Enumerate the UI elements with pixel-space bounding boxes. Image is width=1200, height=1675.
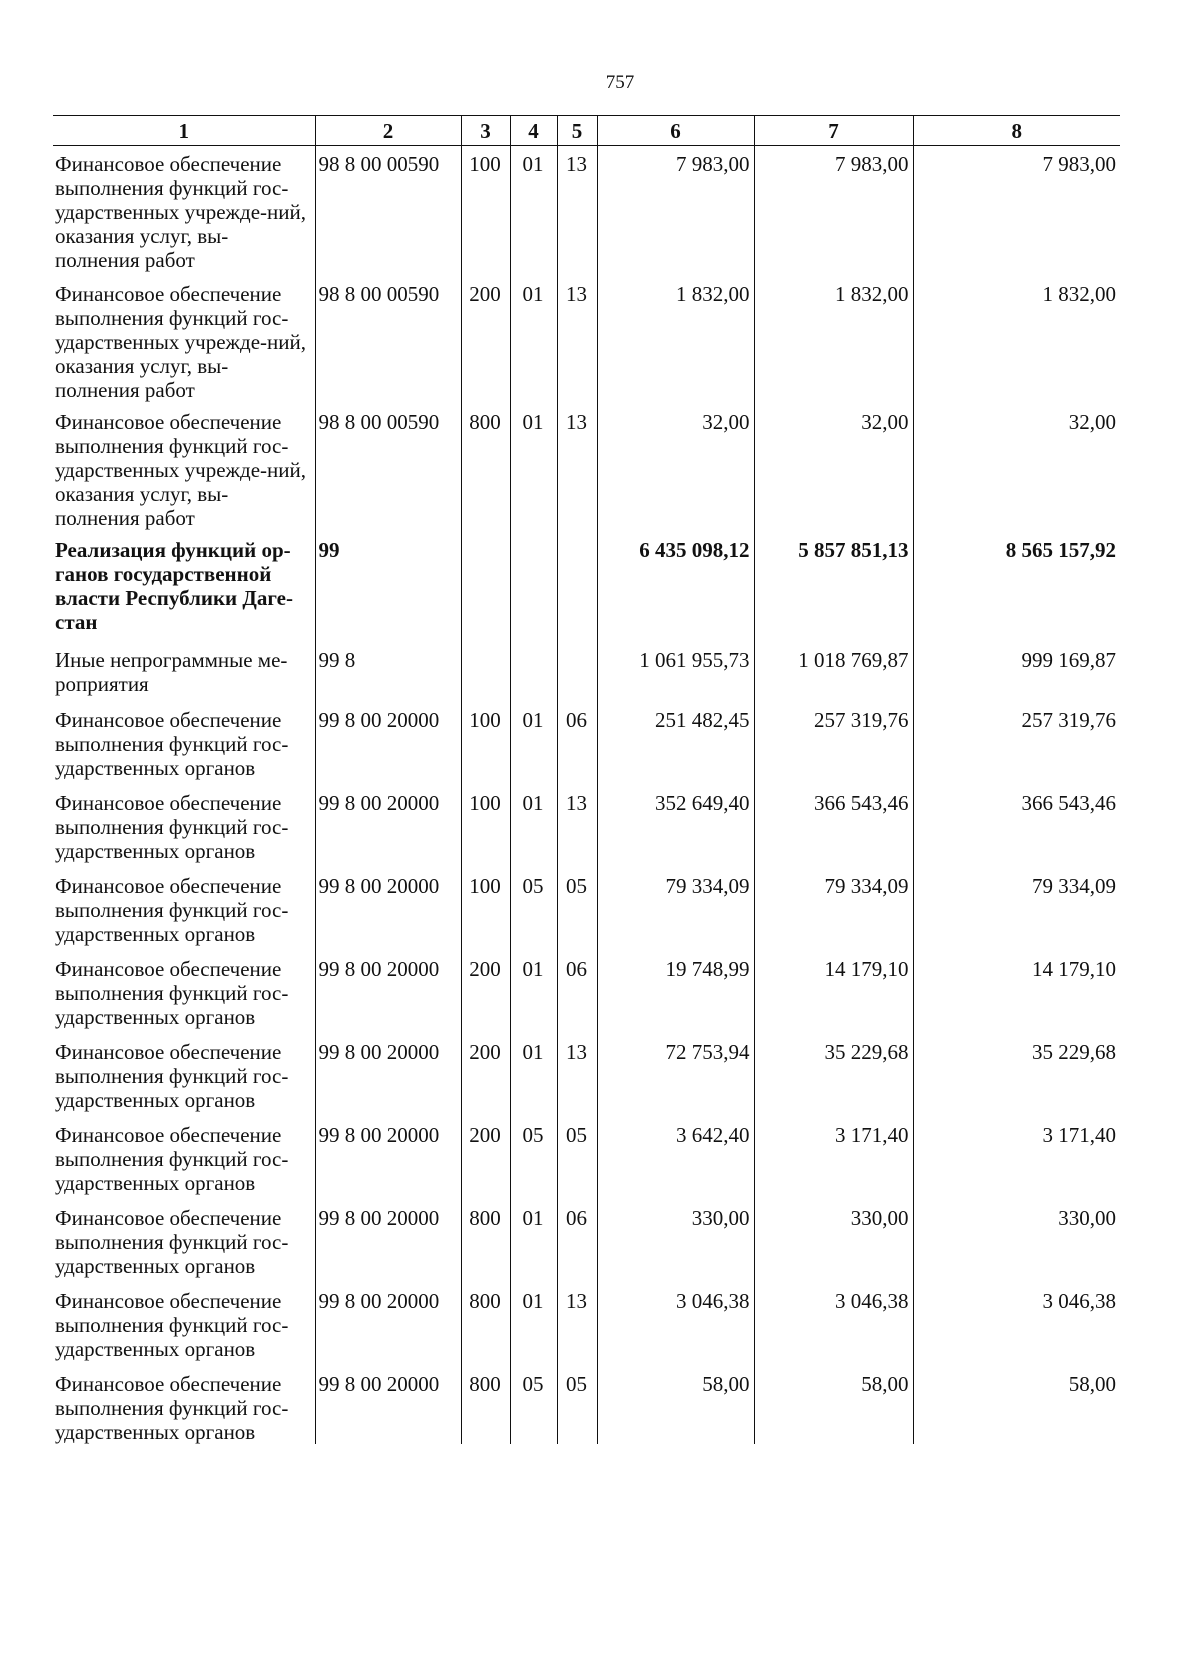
row-code: 98 8 00 00590 [315,146,461,276]
row-col-3: 100 [461,702,510,785]
table-row [53,1200,1120,1283]
row-name: Финансовое обеспечение выполнения функций гос-ударственных учрежде-ний, оказания услуг, вы-полнения работ [55,409,306,530]
row-col-6: 19 748,99 [597,951,754,1034]
row-col-4: 01 [510,146,557,276]
row-col-3 [461,532,510,642]
row-col-8: 330,00 [913,1200,1120,1283]
row-col-8: 58,00 [913,1366,1120,1444]
row-col-6: 58,00 [597,1366,754,1444]
table-row [53,702,1120,785]
row-col-3: 100 [461,868,510,951]
row-col-8: 79 334,09 [913,868,1120,951]
table-row [53,276,1120,404]
row-code: 99 8 00 20000 [315,1283,461,1366]
row-col-8: 32,00 [913,404,1120,532]
row-col-6: 251 482,45 [597,702,754,785]
row-col-6: 1 832,00 [597,276,754,404]
row-code: 99 8 00 20000 [315,1034,461,1117]
row-col-7: 7 983,00 [754,146,913,276]
row-col-3: 100 [461,785,510,868]
row-col-8: 8 565 157,92 [913,532,1120,642]
row-col-3: 200 [461,1117,510,1200]
row-col-4: 05 [510,1366,557,1444]
row-code: 99 8 00 20000 [315,1200,461,1283]
table-row [53,1117,1120,1200]
row-col-8: 7 983,00 [913,146,1120,276]
row-col-7: 1 018 769,87 [754,642,913,702]
row-col-5: 06 [557,1200,597,1283]
row-col-3: 200 [461,1034,510,1117]
row-col-6: 3 642,40 [597,1117,754,1200]
row-col-5: 13 [557,404,597,532]
table-row [53,951,1120,1034]
row-name: Финансовое обеспечение выполнения функций гос-ударственных органов [55,1288,289,1361]
row-col-6: 352 649,40 [597,785,754,868]
row-col-7: 79 334,09 [754,868,913,951]
row-col-4 [510,642,557,702]
row-col-6: 330,00 [597,1200,754,1283]
row-col-5: 13 [557,1283,597,1366]
row-col-3: 100 [461,146,510,276]
row-col-4: 01 [510,1283,557,1366]
row-name: Реализация функций ор-ганов государственной власти Республики Даге-стан [55,537,293,634]
table-row [53,1283,1120,1366]
row-col-5: 13 [557,276,597,404]
column-header-7: 7 [754,116,913,146]
row-col-5 [557,532,597,642]
row-col-5 [557,642,597,702]
row-col-4: 01 [510,951,557,1034]
row-name: Финансовое обеспечение выполнения функций гос-ударственных учрежде-ний, оказания услуг, вы-полнения работ [55,152,306,272]
row-col-6: 79 334,09 [597,868,754,951]
column-header-6: 6 [597,116,754,146]
row-name: Финансовое обеспечение выполнения функций гос-ударственных органов [55,1205,289,1278]
column-header-5: 5 [557,116,597,146]
column-header-8: 8 [913,116,1120,146]
table-row [53,146,1120,276]
header-row [53,116,1120,146]
row-code: 99 8 00 20000 [315,1366,461,1444]
row-col-6: 32,00 [597,404,754,532]
row-col-4: 05 [510,868,557,951]
row-col-7: 330,00 [754,1200,913,1283]
page-number: 757 [605,72,635,93]
table-row [53,1366,1120,1444]
row-col-5: 13 [557,146,597,276]
row-col-4: 01 [510,1200,557,1283]
row-col-4: 01 [510,1034,557,1117]
row-name: Финансовое обеспечение выполнения функций гос-ударственных органов [55,873,289,946]
row-col-8: 14 179,10 [913,951,1120,1034]
row-col-4 [510,532,557,642]
row-col-7: 366 543,46 [754,785,913,868]
row-col-4: 01 [510,785,557,868]
row-col-6: 72 753,94 [597,1034,754,1117]
row-col-8: 257 319,76 [913,702,1120,785]
table-row [53,532,1120,642]
row-col-8: 3 046,38 [913,1283,1120,1366]
row-name: Финансовое обеспечение выполнения функций гос-ударственных органов [55,707,289,780]
row-col-3: 800 [461,404,510,532]
row-col-4: 01 [510,702,557,785]
row-col-7: 257 319,76 [754,702,913,785]
row-col-3: 800 [461,1366,510,1444]
row-col-8: 35 229,68 [913,1034,1120,1117]
row-col-5: 13 [557,785,597,868]
row-col-5: 05 [557,1366,597,1444]
row-col-4: 01 [510,404,557,532]
row-col-7: 5 857 851,13 [754,532,913,642]
row-code: 99 8 00 20000 [315,951,461,1034]
row-col-3: 200 [461,951,510,1034]
row-col-6: 3 046,38 [597,1283,754,1366]
row-name: Финансовое обеспечение выполнения функций гос-ударственных учрежде-ний, оказания услуг, вы-полнения работ [55,281,306,402]
column-header-3: 3 [461,116,510,146]
row-code: 98 8 00 00590 [315,404,461,532]
row-col-3: 200 [461,276,510,404]
row-col-6: 1 061 955,73 [597,642,754,702]
row-code: 99 8 00 20000 [315,868,461,951]
table-row [53,404,1120,532]
row-col-7: 3 046,38 [754,1283,913,1366]
row-col-4: 01 [510,276,557,404]
table-row [53,868,1120,951]
row-col-5: 13 [557,1034,597,1117]
row-name: Финансовое обеспечение выполнения функций гос-ударственных органов [55,1371,289,1444]
row-col-8: 366 543,46 [913,785,1120,868]
row-code: 99 8 00 20000 [315,1117,461,1200]
row-col-6: 6 435 098,12 [597,532,754,642]
row-code: 99 [315,532,461,642]
column-header-4: 4 [510,116,557,146]
row-col-8: 999 169,87 [913,642,1120,702]
table-row [53,1034,1120,1117]
row-col-7: 3 171,40 [754,1117,913,1200]
row-name: Финансовое обеспечение выполнения функций гос-ударственных органов [55,790,289,863]
row-col-5: 06 [557,702,597,785]
row-col-6: 7 983,00 [597,146,754,276]
row-col-3: 800 [461,1283,510,1366]
row-name: Финансовое обеспечение выполнения функций гос-ударственных органов [55,956,289,1029]
row-code: 99 8 [315,642,461,702]
row-code: 99 8 00 20000 [315,702,461,785]
row-code: 98 8 00 00590 [315,276,461,404]
row-col-7: 32,00 [754,404,913,532]
column-header-2: 2 [315,116,461,146]
table-body [53,146,1120,1444]
row-col-3 [461,642,510,702]
table-row [53,785,1120,868]
row-col-8: 1 832,00 [913,276,1120,404]
row-col-7: 14 179,10 [754,951,913,1034]
row-col-4: 05 [510,1117,557,1200]
row-col-8: 3 171,40 [913,1117,1120,1200]
row-code: 99 8 00 20000 [315,785,461,868]
row-col-7: 58,00 [754,1366,913,1444]
table-row [53,642,1120,702]
row-col-7: 1 832,00 [754,276,913,404]
row-col-7: 35 229,68 [754,1034,913,1117]
row-name: Финансовое обеспечение выполнения функций гос-ударственных органов [55,1122,289,1195]
row-col-5: 05 [557,868,597,951]
column-header-1: 1 [53,116,315,146]
row-name: Финансовое обеспечение выполнения функций гос-ударственных органов [55,1039,289,1112]
row-name: Иные непрограммные ме-роприятия [55,647,288,696]
row-col-5: 05 [557,1117,597,1200]
row-col-3: 800 [461,1200,510,1283]
row-col-5: 06 [557,951,597,1034]
budget-table [53,115,1120,1444]
